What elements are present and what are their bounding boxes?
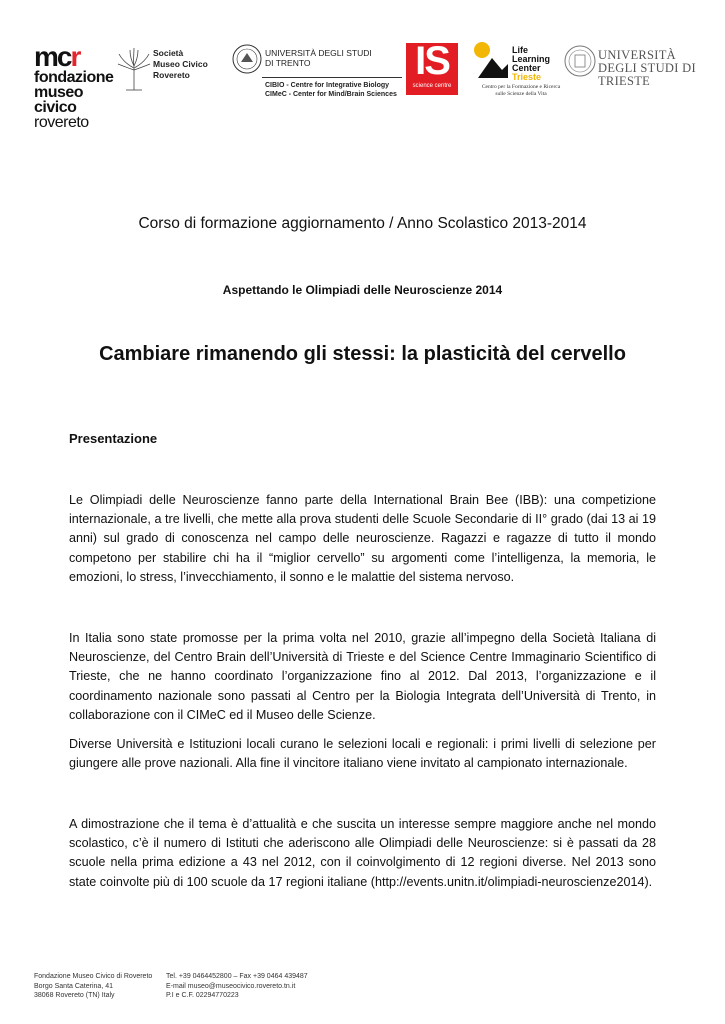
is-small: science centre <box>412 83 452 89</box>
mcr-mark-left: mc <box>34 41 71 72</box>
llc-l2: Learning <box>512 54 551 64</box>
footer-contacts <box>166 972 308 1001</box>
units-logo <box>564 45 714 88</box>
unitn-name1: UNIVERSITÀ DEGLI STUDI <box>265 48 372 58</box>
sun-icon <box>472 40 512 82</box>
llc-l1: Life <box>512 45 529 55</box>
mcr-line1: fondazione <box>34 69 114 86</box>
units-l1: UNIVERSITÀ <box>598 48 676 62</box>
unitn-divider <box>262 77 402 78</box>
llc-l4: Trieste <box>512 72 542 82</box>
subtitle: Aspettando le Olimpiadi delle Neuroscienze 2014 <box>222 283 503 297</box>
logo-header <box>0 0 725 131</box>
units-seal-icon <box>564 45 596 77</box>
mcr-mark-right: r <box>70 41 80 72</box>
mcr-mark <box>34 41 118 72</box>
llc-text <box>512 46 550 82</box>
tree-icon <box>116 46 152 94</box>
smc-logo <box>116 46 216 98</box>
page-title: Cambiare rimanendo gli stessi: la plasticità del cervello <box>99 343 626 365</box>
unitn-sub <box>265 81 397 99</box>
units-l2: DEGLI STUDI DI TRIESTE <box>598 61 696 88</box>
smc-text <box>153 48 208 81</box>
course-line: Corso di formazione aggiornamento / Anno Scolastico 2013-2014 <box>138 215 587 232</box>
llc-cap1: Centro per la Formazione e Ricerca <box>481 84 561 90</box>
is-big: IS <box>415 39 449 83</box>
smc-line3: Rovereto <box>153 70 190 80</box>
footer-left2: Borgo Santa Caterina, 41 <box>34 982 113 990</box>
mcr-line3: rovereto <box>34 114 89 131</box>
section-heading: Presentazione <box>69 431 158 446</box>
footer-address <box>34 972 152 1001</box>
footer-left1: Fondazione Museo Civico di Rovereto <box>34 973 153 980</box>
smc-line1: Società <box>153 48 184 58</box>
is-logo <box>406 39 458 95</box>
mcr-logo <box>34 41 118 131</box>
unitn-name2: DI TRENTO <box>265 58 311 68</box>
footer-right1: Tel. +39 0464452800 – Fax +39 0464 439487 <box>166 973 308 980</box>
paragraph-3: Diverse Università e Istituzioni locali curano le selezioni locali e regionali: i primi livelli di selezione per giungere alle prove nazionali. Alla fine il vincitore italiano viene invitato al campionato internazionale. <box>69 737 656 771</box>
unitn-sub2: CIMeC - Center for Mind/Brain Sciences <box>265 91 397 98</box>
paragraph-4: A dimostrazione che il tema è d’attualità e che suscita un interesse sempre maggiore anche nel mondo scolastico, c’è il numero di Istituti che aderiscono alle Olimpiadi delle Neuroscienze: si è passati da 28 scuole nella prima edizione a 43 nel 2012, con il coinvolgimento di 12 regioni diverse. Nel 2013 sono state coinvolte più di 100 scuole da 17 regioni italiane (http://events.unitn.it/olimpiadi-neuroscienze2014). <box>69 817 656 889</box>
llc-l3: Center <box>512 63 541 73</box>
unitn-sub1: CIBIO - Centre for Integrative Biology <box>265 82 390 89</box>
paragraph-2: In Italia sono state promosse per la prima volta nel 2010, grazie all’impegno della Società Italiana di Neuroscienze, del Centro Brain dell’Università di Trieste e del Science Centre Immaginario Scientifico di Trieste, che ne hanno coordinato l’organizzazione fino al 2012. Dal 2013, l’organizzazione e il coordinamento nazionale sono passati al Centro per la Biologia Integrata dell’Università di Trento, in collaborazione con il CIMeC ed il Museo delle Scienze. <box>69 631 656 722</box>
unitn-logo <box>232 44 402 104</box>
unitn-name <box>265 48 372 68</box>
seal-icon <box>232 44 262 74</box>
smc-line2: Museo Civico <box>153 59 208 69</box>
llc-caption <box>476 84 566 98</box>
units-name <box>598 49 714 88</box>
llc-cap2: sulle Scienze della Vita <box>495 91 547 97</box>
llc-logo <box>472 40 562 110</box>
mcr-line2: museo civico <box>34 84 84 116</box>
footer-left3: 38068 Rovereto (TN) Italy <box>34 992 115 999</box>
footer-right2: E-mail museo@museocivico.rovereto.tn.it <box>166 982 296 990</box>
paragraph-1: Le Olimpiadi delle Neuroscienze fanno parte della International Brain Bee (IBB): una competizione internazionale, a tre livelli, che mette alla prova studenti delle Scuole Secondarie di II° grado (dai 13 ai 19 anni) sul grado di conoscenza nel campo delle neuroscienze. Ragazzi e ragazze di tutto il mondo competono per stabilire chi ha il “miglior cervello” su argomenti come l’intelligenza, la memoria, le emozioni, lo stress, l’invecchiamento, il sonno e le malattie del sistema nervoso. <box>69 493 656 584</box>
footer-right3: P.I e C.F. 02294770223 <box>166 992 239 999</box>
